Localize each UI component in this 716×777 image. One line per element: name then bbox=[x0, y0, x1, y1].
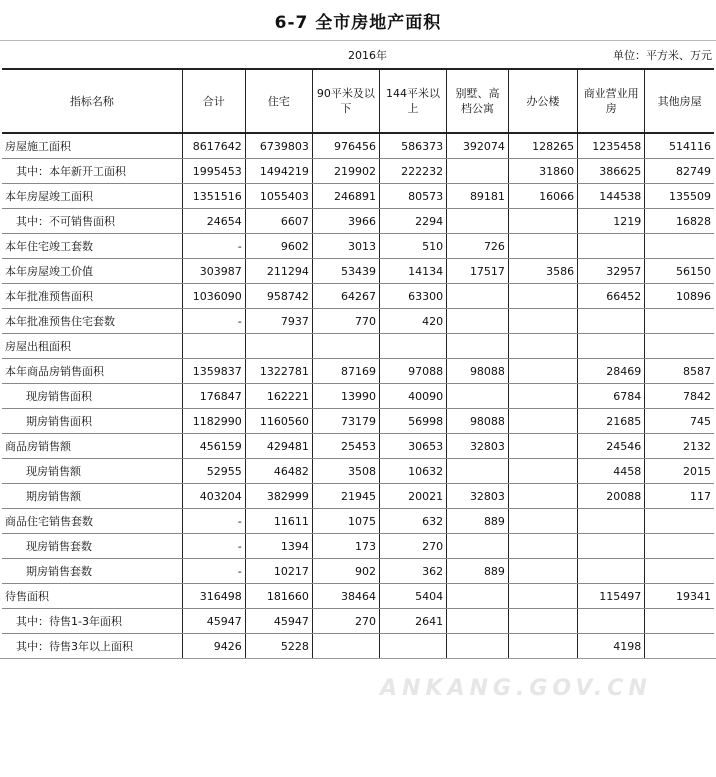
table-cell bbox=[508, 634, 577, 659]
table-cell: 176847 bbox=[182, 384, 245, 409]
row-label: 期房销售面积 bbox=[2, 409, 182, 434]
table-row bbox=[2, 459, 714, 484]
table-cell: 46482 bbox=[245, 459, 312, 484]
table-cell bbox=[645, 334, 714, 359]
table-cell: 5228 bbox=[245, 634, 312, 659]
table-header-row bbox=[2, 69, 714, 133]
table-cell bbox=[182, 334, 245, 359]
table-cell bbox=[578, 334, 645, 359]
table-cell: 56998 bbox=[379, 409, 446, 434]
table-cell: 73179 bbox=[312, 409, 379, 434]
table-cell: 16828 bbox=[645, 209, 714, 234]
row-label: 房屋出租面积 bbox=[2, 334, 182, 359]
table-cell: 1036090 bbox=[182, 284, 245, 309]
table-cell bbox=[447, 159, 509, 184]
col-header: 住宅 bbox=[245, 69, 312, 133]
table-cell bbox=[312, 634, 379, 659]
table-cell bbox=[447, 334, 509, 359]
row-label: 其中：待售3年以上面积 bbox=[2, 634, 182, 659]
table-cell: 4458 bbox=[578, 459, 645, 484]
table-cell: 745 bbox=[645, 409, 714, 434]
col-header: 办公楼 bbox=[508, 69, 577, 133]
table-cell: 222232 bbox=[379, 159, 446, 184]
table-cell: 19341 bbox=[645, 584, 714, 609]
table-cell bbox=[508, 434, 577, 459]
table-cell: 3586 bbox=[508, 259, 577, 284]
table-cell: 64267 bbox=[312, 284, 379, 309]
table-cell: 456159 bbox=[182, 434, 245, 459]
table-cell: 1160560 bbox=[245, 409, 312, 434]
table-cell bbox=[447, 609, 509, 634]
table-cell bbox=[508, 384, 577, 409]
table-cell: 382999 bbox=[245, 484, 312, 509]
table-cell: 586373 bbox=[379, 133, 446, 159]
table-row bbox=[2, 184, 714, 209]
table-cell: 3508 bbox=[312, 459, 379, 484]
table-cell: 28469 bbox=[578, 359, 645, 384]
table-cell: 32803 bbox=[447, 484, 509, 509]
table-cell: 902 bbox=[312, 559, 379, 584]
table-cell bbox=[508, 409, 577, 434]
table-cell: 162221 bbox=[245, 384, 312, 409]
table-cell: 8587 bbox=[645, 359, 714, 384]
table-cell: 4198 bbox=[578, 634, 645, 659]
table-cell: - bbox=[182, 234, 245, 259]
row-label: 现房销售额 bbox=[2, 459, 182, 484]
table-cell bbox=[508, 309, 577, 334]
row-label: 本年批准预售面积 bbox=[2, 284, 182, 309]
table-cell: 13990 bbox=[312, 384, 379, 409]
table-cell: 1995453 bbox=[182, 159, 245, 184]
table-row bbox=[2, 634, 714, 659]
table-cell: 56150 bbox=[645, 259, 714, 284]
table-cell: 20088 bbox=[578, 484, 645, 509]
table-cell: 10217 bbox=[245, 559, 312, 584]
table-cell bbox=[645, 534, 714, 559]
table-cell: 889 bbox=[447, 559, 509, 584]
table-cell: 1322781 bbox=[245, 359, 312, 384]
year-label: 2016年 bbox=[348, 49, 387, 62]
table-cell: 270 bbox=[312, 609, 379, 634]
table-cell: 10632 bbox=[379, 459, 446, 484]
row-label: 本年房屋竣工价值 bbox=[2, 259, 182, 284]
row-label: 房屋施工面积 bbox=[2, 133, 182, 159]
table-row bbox=[2, 133, 714, 159]
table-cell: 3013 bbox=[312, 234, 379, 259]
table-cell: 6739803 bbox=[245, 133, 312, 159]
col-header: 别墅、高档公寓 bbox=[447, 69, 509, 133]
table-cell bbox=[645, 559, 714, 584]
table-cell: 889 bbox=[447, 509, 509, 534]
table-cell: 82749 bbox=[645, 159, 714, 184]
unit-label: 单位：平方米、万元 bbox=[613, 49, 712, 62]
table-cell: 115497 bbox=[578, 584, 645, 609]
row-label: 商品住宅销售套数 bbox=[2, 509, 182, 534]
table-cell: 420 bbox=[379, 309, 446, 334]
row-label: 期房销售额 bbox=[2, 484, 182, 509]
table-cell: 21685 bbox=[578, 409, 645, 434]
table-cell: - bbox=[182, 509, 245, 534]
table-cell: 40090 bbox=[379, 384, 446, 409]
table-cell bbox=[447, 384, 509, 409]
table-cell bbox=[379, 334, 446, 359]
table-cell: 9426 bbox=[182, 634, 245, 659]
row-label: 待售面积 bbox=[2, 584, 182, 609]
table-row bbox=[2, 434, 714, 459]
table-cell: 3966 bbox=[312, 209, 379, 234]
table-cell: 89181 bbox=[447, 184, 509, 209]
table-cell: 1494219 bbox=[245, 159, 312, 184]
table-cell: - bbox=[182, 559, 245, 584]
table-row bbox=[2, 384, 714, 409]
table-cell bbox=[379, 634, 446, 659]
table-cell bbox=[578, 234, 645, 259]
row-label: 商品房销售额 bbox=[2, 434, 182, 459]
table-cell: - bbox=[182, 309, 245, 334]
table-cell: 632 bbox=[379, 509, 446, 534]
row-label: 其中：本年新开工面积 bbox=[2, 159, 182, 184]
table-row bbox=[2, 234, 714, 259]
table-cell: - bbox=[182, 534, 245, 559]
table-cell: 6784 bbox=[578, 384, 645, 409]
table-cell bbox=[645, 234, 714, 259]
table-cell: 976456 bbox=[312, 133, 379, 159]
col-header: 144平米以上 bbox=[379, 69, 446, 133]
site-watermark: ANKANG.GOV.CN bbox=[380, 676, 652, 701]
table-cell bbox=[447, 534, 509, 559]
table-cell bbox=[645, 309, 714, 334]
subtitle-bar bbox=[0, 40, 716, 68]
col-header: 其他房屋 bbox=[645, 69, 714, 133]
table-cell: 14134 bbox=[379, 259, 446, 284]
table-cell: 97088 bbox=[379, 359, 446, 384]
table-cell: 9602 bbox=[245, 234, 312, 259]
table-cell: 958742 bbox=[245, 284, 312, 309]
table-cell bbox=[508, 209, 577, 234]
table-cell bbox=[645, 509, 714, 534]
table-cell: 31860 bbox=[508, 159, 577, 184]
table-cell bbox=[447, 284, 509, 309]
table-cell: 8617642 bbox=[182, 133, 245, 159]
table-cell bbox=[645, 634, 714, 659]
bottom-divider bbox=[0, 658, 716, 659]
table-cell: 246891 bbox=[312, 184, 379, 209]
table-cell: 362 bbox=[379, 559, 446, 584]
table-cell: 10896 bbox=[645, 284, 714, 309]
table-cell bbox=[508, 484, 577, 509]
table-cell: 98088 bbox=[447, 409, 509, 434]
table-cell: 52955 bbox=[182, 459, 245, 484]
table-cell: 128265 bbox=[508, 133, 577, 159]
table-cell: 7842 bbox=[645, 384, 714, 409]
table-cell: 45947 bbox=[182, 609, 245, 634]
table-cell: 66452 bbox=[578, 284, 645, 309]
table-cell: 11611 bbox=[245, 509, 312, 534]
table-cell: 53439 bbox=[312, 259, 379, 284]
table-cell: 80573 bbox=[379, 184, 446, 209]
table-cell: 316498 bbox=[182, 584, 245, 609]
col-header: 商业营业用房 bbox=[578, 69, 645, 133]
table-cell: 181660 bbox=[245, 584, 312, 609]
table-cell: 20021 bbox=[379, 484, 446, 509]
table-cell: 38464 bbox=[312, 584, 379, 609]
table-cell: 211294 bbox=[245, 259, 312, 284]
table-cell: 1075 bbox=[312, 509, 379, 534]
table-row bbox=[2, 309, 714, 334]
table-cell bbox=[508, 534, 577, 559]
table-cell bbox=[508, 234, 577, 259]
table-cell: 63300 bbox=[379, 284, 446, 309]
row-label: 本年批准预售住宅套数 bbox=[2, 309, 182, 334]
table-cell: 1359837 bbox=[182, 359, 245, 384]
table-cell: 386625 bbox=[578, 159, 645, 184]
table-cell: 219902 bbox=[312, 159, 379, 184]
table-row bbox=[2, 159, 714, 184]
row-label: 本年房屋竣工面积 bbox=[2, 184, 182, 209]
table-cell: 6607 bbox=[245, 209, 312, 234]
table-cell: 144538 bbox=[578, 184, 645, 209]
row-label: 期房销售套数 bbox=[2, 559, 182, 584]
table-cell: 429481 bbox=[245, 434, 312, 459]
table-cell: 45947 bbox=[245, 609, 312, 634]
table-cell bbox=[508, 459, 577, 484]
table-row bbox=[2, 284, 714, 309]
table-cell bbox=[578, 534, 645, 559]
table-cell bbox=[508, 509, 577, 534]
table-cell: 2132 bbox=[645, 434, 714, 459]
table-cell: 117 bbox=[645, 484, 714, 509]
table-cell: 726 bbox=[447, 234, 509, 259]
table-cell bbox=[447, 634, 509, 659]
table-cell: 135509 bbox=[645, 184, 714, 209]
table-row bbox=[2, 534, 714, 559]
table-cell: 32957 bbox=[578, 259, 645, 284]
table-cell: 510 bbox=[379, 234, 446, 259]
table-cell: 2294 bbox=[379, 209, 446, 234]
row-label: 本年住宅竣工套数 bbox=[2, 234, 182, 259]
table-row bbox=[2, 559, 714, 584]
table-cell: 24546 bbox=[578, 434, 645, 459]
table-cell: 1182990 bbox=[182, 409, 245, 434]
table-cell: 1055403 bbox=[245, 184, 312, 209]
col-header: 90平米及以下 bbox=[312, 69, 379, 133]
table-row bbox=[2, 209, 714, 234]
table-cell: 1351516 bbox=[182, 184, 245, 209]
table-cell: 1219 bbox=[578, 209, 645, 234]
table-cell: 32803 bbox=[447, 434, 509, 459]
table-cell bbox=[447, 209, 509, 234]
table-cell bbox=[578, 609, 645, 634]
table-cell bbox=[245, 334, 312, 359]
table-row bbox=[2, 409, 714, 434]
table-row bbox=[2, 609, 714, 634]
table-cell bbox=[578, 559, 645, 584]
table-cell: 2015 bbox=[645, 459, 714, 484]
table-cell bbox=[508, 609, 577, 634]
row-label: 本年商品房销售面积 bbox=[2, 359, 182, 384]
real-estate-table bbox=[2, 68, 714, 659]
table-cell: 392074 bbox=[447, 133, 509, 159]
table-row bbox=[2, 584, 714, 609]
table-cell bbox=[508, 284, 577, 309]
table-cell: 270 bbox=[379, 534, 446, 559]
table-cell bbox=[645, 609, 714, 634]
table-row bbox=[2, 509, 714, 534]
table-cell: 403204 bbox=[182, 484, 245, 509]
table-cell bbox=[578, 309, 645, 334]
table-cell: 1235458 bbox=[578, 133, 645, 159]
table-cell: 173 bbox=[312, 534, 379, 559]
table-cell: 2641 bbox=[379, 609, 446, 634]
table-cell: 30653 bbox=[379, 434, 446, 459]
table-cell: 770 bbox=[312, 309, 379, 334]
table-cell: 98088 bbox=[447, 359, 509, 384]
table-cell: 1394 bbox=[245, 534, 312, 559]
table-cell: 17517 bbox=[447, 259, 509, 284]
col-header: 合计 bbox=[182, 69, 245, 133]
table-row bbox=[2, 259, 714, 284]
table-cell: 303987 bbox=[182, 259, 245, 284]
table-cell: 5404 bbox=[379, 584, 446, 609]
table-row bbox=[2, 359, 714, 384]
table-cell bbox=[447, 584, 509, 609]
row-label: 其中：不可销售面积 bbox=[2, 209, 182, 234]
table-cell bbox=[508, 334, 577, 359]
table-cell: 16066 bbox=[508, 184, 577, 209]
table-cell bbox=[508, 584, 577, 609]
table-cell bbox=[508, 359, 577, 384]
col-header: 指标名称 bbox=[2, 69, 182, 133]
table-cell bbox=[578, 509, 645, 534]
row-label: 其中：待售1-3年面积 bbox=[2, 609, 182, 634]
table-cell: 24654 bbox=[182, 209, 245, 234]
table-cell bbox=[447, 459, 509, 484]
table-cell: 21945 bbox=[312, 484, 379, 509]
table-row bbox=[2, 334, 714, 359]
page-title: 6-7 全市房地产面积 bbox=[274, 13, 442, 33]
table-cell bbox=[447, 309, 509, 334]
table-row bbox=[2, 484, 714, 509]
table-cell bbox=[508, 559, 577, 584]
table-cell: 7937 bbox=[245, 309, 312, 334]
table-cell: 514116 bbox=[645, 133, 714, 159]
table-cell: 25453 bbox=[312, 434, 379, 459]
row-label: 现房销售套数 bbox=[2, 534, 182, 559]
row-label: 现房销售面积 bbox=[2, 384, 182, 409]
table-cell bbox=[312, 334, 379, 359]
table-cell: 87169 bbox=[312, 359, 379, 384]
